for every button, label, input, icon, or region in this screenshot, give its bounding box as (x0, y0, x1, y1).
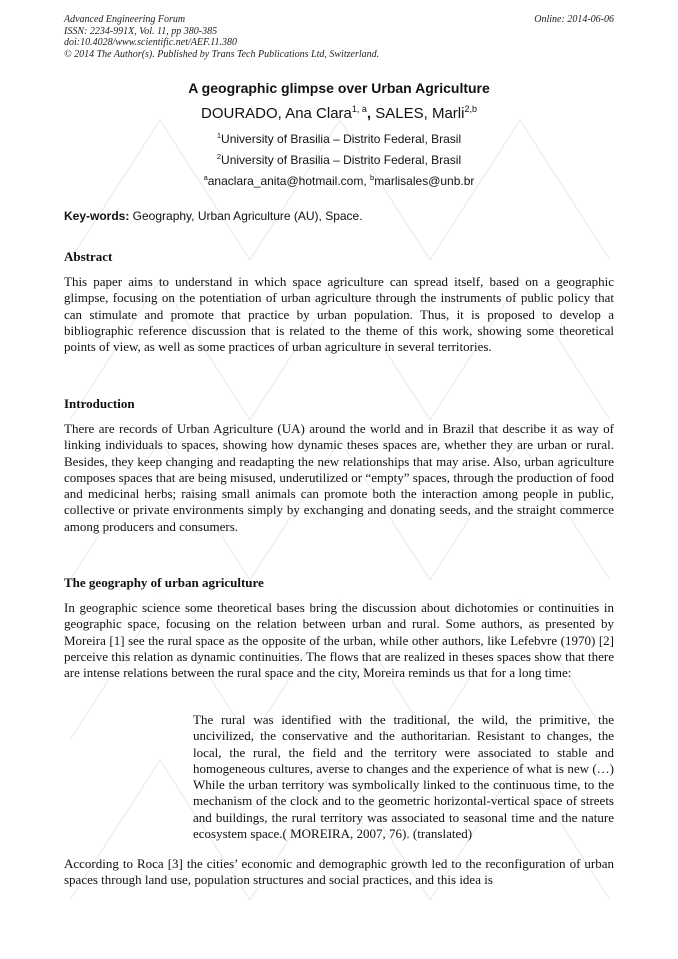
paper-title: A geographic glimpse over Urban Agriculture (188, 80, 490, 96)
issn-line: ISSN: 2234-991X, Vol. 11, pp 380-385 (64, 25, 218, 37)
keywords-text: Geography, Urban Agriculture (AU), Space. (129, 209, 363, 223)
affiliation-1 (64, 131, 614, 146)
author-line (64, 104, 614, 122)
author-2-superscript: 2,b (464, 104, 477, 114)
email-line (64, 173, 614, 188)
introduction-text: There are records of Urban Agriculture (UA) around the world and in Brazil that describe it as way of linking individuals to spaces, showing how dynamic theses spaces are, whether they are urban or rural. Besides, they keep changing and readapting the new relationships that may arise. Also, urban agriculture composes spaces that are being misused, underutilized or “empty” spaces, through the production of food and medicinal herbs; raising small animals can promote both the interaction among people in public, collective or private environments simply by exchanging and donating seeds, and the straight commerce among producers and consumers. (64, 421, 614, 534)
email-1[interactable]: anaclara_anita@hotmail.com, (207, 174, 371, 188)
affiliation-2-text: University of Brasilia – Distrito Federal, Brasil (221, 153, 462, 167)
copyright-line: © 2014 The Author(s). Published by Trans Tech Publications Ltd, Switzerland. (64, 48, 380, 60)
journal-name: Advanced Engineering Forum (64, 14, 186, 25)
affiliation-1-marker: 1 (216, 131, 222, 140)
affiliation-1-text: University of Brasilia – Distrito Federal, Brasil (221, 132, 462, 146)
geography-text: In geographic science some theoretical bases bring the discussion about dichotomies or continuities in geographic space, focusing on the relation between urban and rural. Some authors, as presented by Moreira [1] see the rural space as the opposite of the urban, while other authors, like Lefebvre (1970) [2] perceive this relation as dynamic continuities. The flows that are realized in theses spaces show that there are intense relations between the rural space and the city, Moreira reminds us that for a long time: (64, 600, 614, 681)
author-1: DOURADO, Ana Clara (201, 105, 352, 122)
journal-header (64, 14, 614, 60)
author-1-superscript: 1, a (351, 104, 367, 114)
introduction-heading: Introduction (64, 396, 135, 411)
affiliation-2-marker: 2 (216, 152, 222, 161)
geography-heading: The geography of urban agriculture (64, 575, 264, 590)
online-date: Online: 2014-06-06 (534, 14, 614, 25)
affiliation-2 (64, 152, 614, 167)
geography-continuation: According to Roca [3] the cities’ economic and demographic growth led to the reconfiguration of urban spaces through land use, population structures and social practices, and this idea is (64, 856, 614, 888)
abstract-heading: Abstract (64, 249, 113, 264)
author-separator: , (366, 105, 372, 122)
email-2[interactable]: marlisales@unb.br (374, 174, 475, 188)
doi-line[interactable]: doi:10.4028/www.scientific.net/AEF.11.380 (64, 37, 238, 48)
email-1-marker: a (203, 173, 208, 182)
email-2-marker: b (370, 173, 375, 182)
keywords-label: Key-words: (64, 209, 130, 223)
abstract-text: This paper aims to understand in which space agriculture can spread itself, based on a geographic glimpse, focusing on the potentiation of urban agriculture through the instruments of public policy that can stimulate and promote that practice by urban population. Thus, it is proposed to develop a bibliographic reference discussion that is related to the theme of this work, showing some theoretical points of view, as well as some practices of urban agriculture in several territories. (64, 274, 614, 355)
block-quote: The rural was identified with the traditional, the wild, the primitive, the uncivilized, the conservative and the authoritarian. Resistant to changes, the local, the rural, the field and the territory were associated to stable and homogeneous cultures, averse to changes and the experience of what is new (…) While the urban territory was symbolically linked to the continuous time, to the mechanism of the clock and to the geometric horizontal-vertical space of streets and buildings, the rural territory was associated to seasonal time and the nature ecosystem space.( MOREIRA, 2007, 76). (translated) (193, 712, 614, 842)
author-2: SALES, Marli (371, 105, 465, 122)
keywords (64, 209, 614, 223)
